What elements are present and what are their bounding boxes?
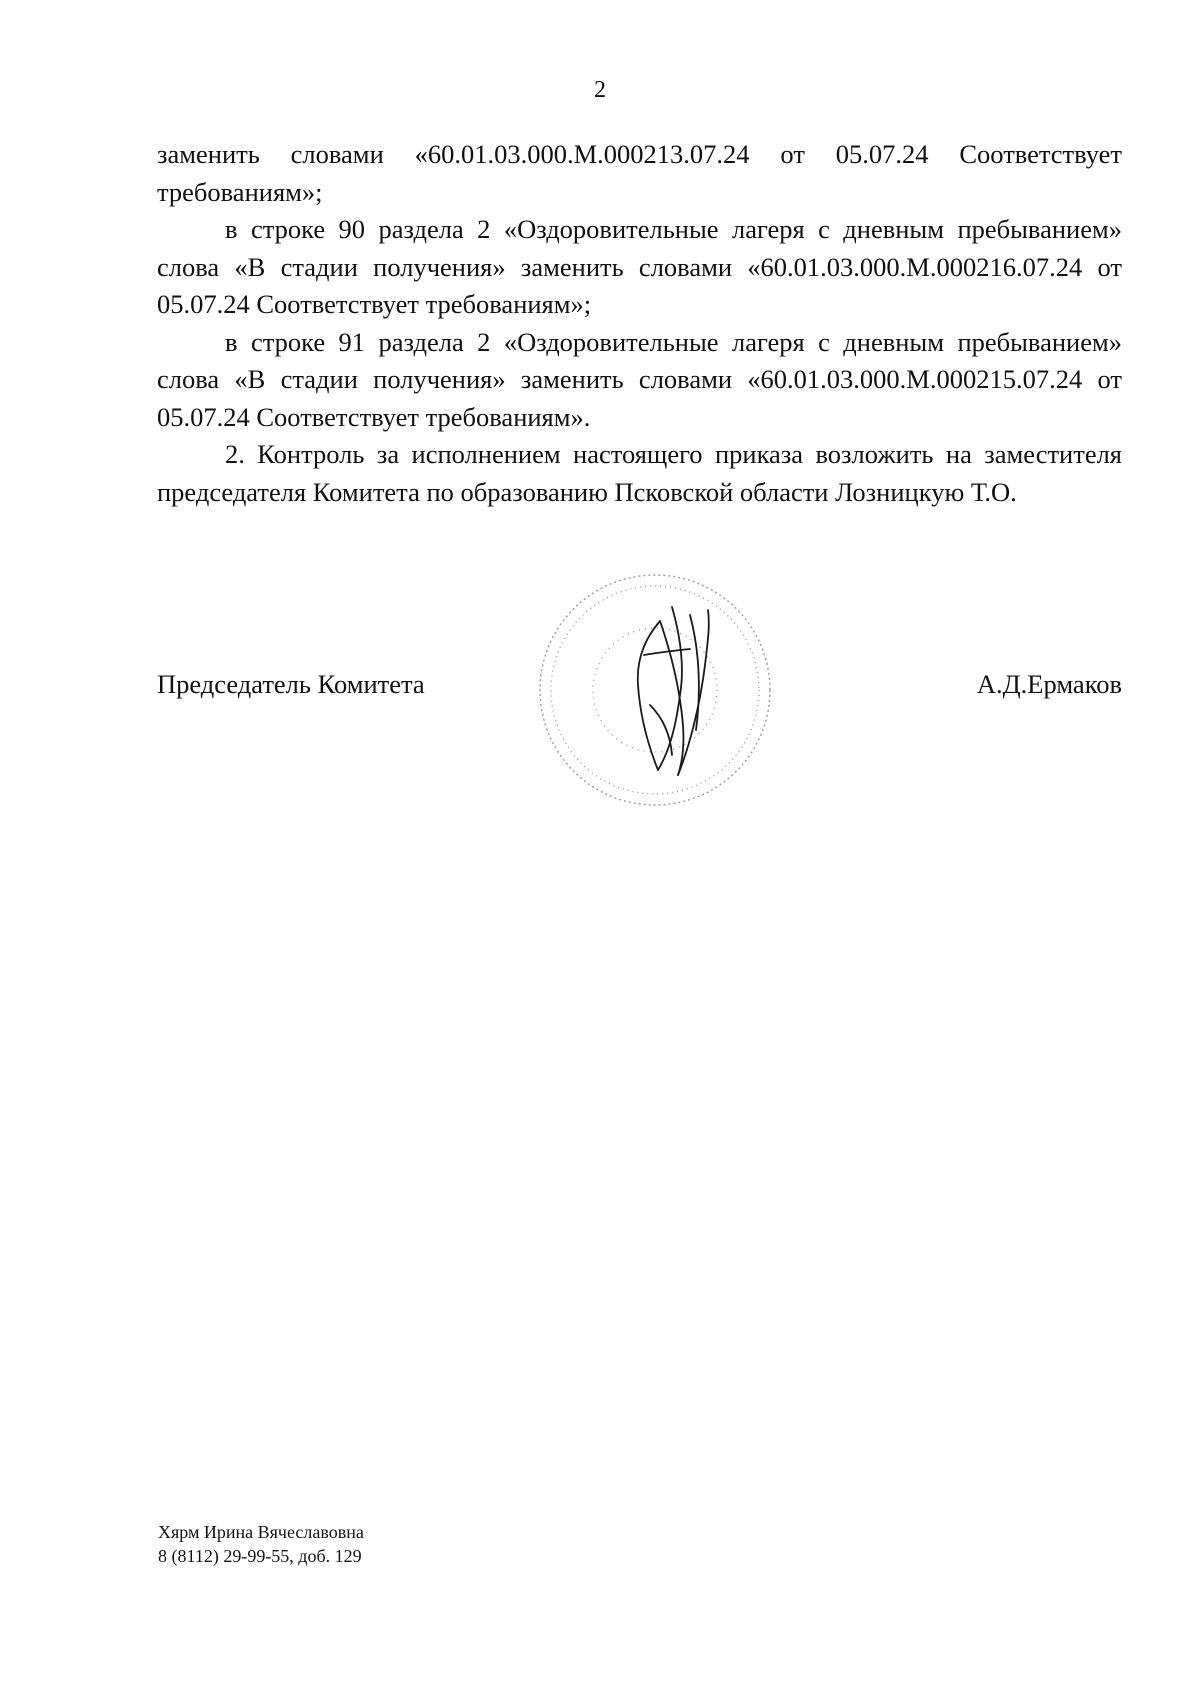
- contact-name: Хярм Ирина Вячеславовна: [158, 1522, 364, 1542]
- signer-name: А.Д.Ермаков: [976, 669, 1122, 699]
- paragraph-continuation: заменить словами «60.01.03.000.М.000213.07.24 от 05.07.24 Соответствует требованиям»;: [157, 139, 1122, 207]
- contact-block: [158, 1520, 364, 1568]
- signature-row: [157, 666, 1122, 706]
- signer-position: Председатель Комитета: [157, 669, 425, 699]
- paragraph-row-90: в строке 90 раздела 2 «Оздоровительные лагеря с дневным пребыванием» слова «В стадии получения» заменить словами «60.01.03.000.М.000216.07.24 от 05.07.24 Соответствует требованиям»;: [157, 214, 1122, 319]
- paragraph-control: 2. Контроль за исполнением настоящего приказа возложить на заместителя председателя Комитета по образованию Псковской области Лозницкую Т.О.: [157, 439, 1122, 507]
- page-number: 2: [594, 77, 606, 103]
- paragraph-row-91: в строке 91 раздела 2 «Оздоровительные лагеря с дневным пребыванием» слова «В стадии получения» заменить словами «60.01.03.000.М.000215.07.24 от 05.07.24 Соответствует требованиям».: [157, 326, 1122, 432]
- contact-phone: 8 (8112) 29-99-55, доб. 129: [158, 1546, 362, 1566]
- document-body: [157, 136, 1122, 511]
